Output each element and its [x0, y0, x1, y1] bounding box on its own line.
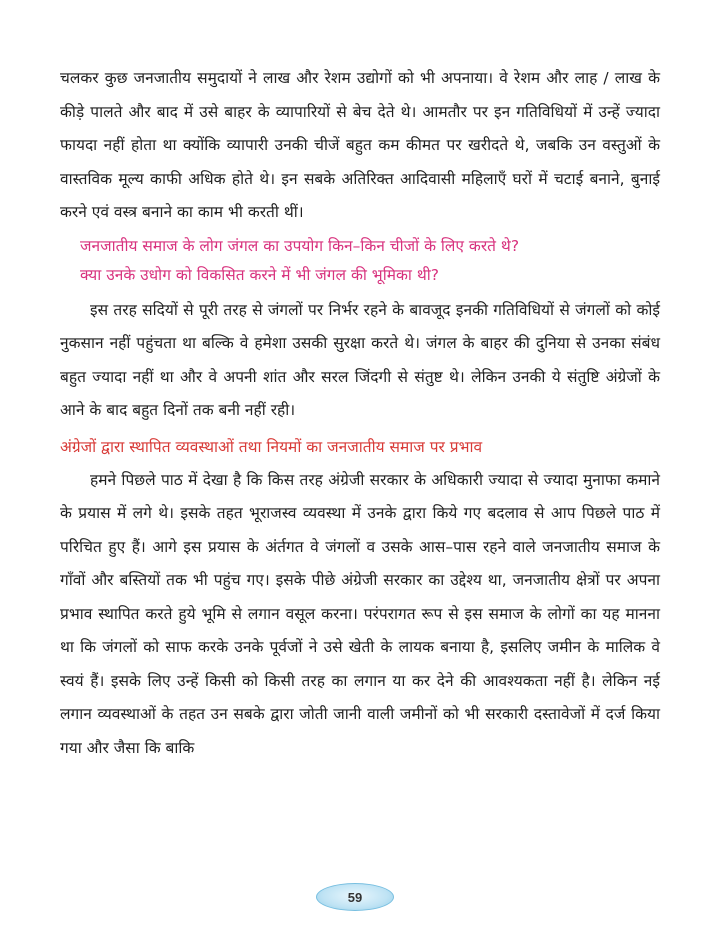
paragraph-1: चलकर कुछ जनजातीय समुदायों ने लाख और रेशम उद्योगों को भी अपनाया। वे रेशम और लाह / लाख के कीड़े पालते और बाद में उसे बाहर के व्यापारियों से बेच देते थे। आमतौर पर इन गतिविधियों में उन्हें ज्यादा फायदा नहीं होता था क्योंकि व्यापारी उनकी चीजें बहुत कम कीमत पर खरीदते थे, जबकि उन वस्तुओं के वास्तविक मूल्य काफी अधिक होते थे। इन सबके अतिरिक्त आदिवासी महिलाएँ घरों में चटाई बनाने, बुनाई करने एवं वस्त्र बनाने का काम भी करती थीं।	[60, 69, 660, 221]
page-number: 59	[316, 883, 394, 911]
paragraph-3: हमने पिछले पाठ में देखा है कि किस तरह अंग्रेजी सरकार के अधिकारी ज्यादा से ज्यादा मुनाफा कमाने के प्रयास में लगे थे। इसके तहत भूराजस्व व्यवस्था में उनके द्वारा किये गए बदलाव से आप पिछले पाठ में परिचित हुए हैं। आगे इस प्रयास के अंर्तगत वे जंगलों व उसके आस–पास रहने वाले जनजातीय समाज के गाँवों और बस्तियों तक भी पहुंच गए। इसके पीछे अंग्रेजी सरकार का उद्देश्य था, जनजातीय क्षेत्रों पर अपना प्रभाव स्थापित करते हुये भूमि से लगान वसूल करना। परंपरागत रूप से इस समाज के लोगों का यह मानना था कि जंगलों को साफ करके उनके पूर्वजों ने उसे खेती के लायक बनाया है, इसलिए जमीन के मालिक वे स्वयं हैं। इसके लिए उन्हें किसी को किसी तरह का लगान या कर देने की आवश्यकता नहीं है। लेकिन नई लगान व्यवस्थाओं के तहत उन सबके द्वारा जोती जानी वाली जमीनों को भी सरकारी दस्तावेजों में दर्ज किया गया और जैसा कि बाकि	[60, 470, 660, 757]
question-1: जनजातीय समाज के लोग जंगल का उपयोग किन–किन चीजों के लिए करते थे?	[80, 236, 520, 255]
page-number-badge	[314, 882, 396, 912]
question-box	[80, 232, 660, 290]
question-2: क्या उनके उधोग को विकसित करने में भी जंगल की भूमिका थी?	[80, 265, 439, 284]
paragraph-2: इस तरह सदियों से पूरी तरह से जंगलों पर निर्भर रहने के बावजूद इनकी गतिविधियों से जंगलों को कोई नुकसान नहीं पहुंचता था बल्कि वे हमेशा उसकी सुरक्षा करते थे। जंगल के बाहर की दुनिया से उनका संबंध बहुत ज्यादा नहीं था और वे अपनी शांत और सरल जिंदगी से संतुष्ट थे। लेकिन उनकी ये संतुष्टि अंग्रेजों के आने के बाद बहुत दिनों तक बनी नहीं रही।	[60, 300, 660, 419]
page-content	[60, 62, 660, 765]
section-heading: अंग्रेजों द्वारा स्थापित व्यवस्थाओं तथा नियमों का जनजातीय समाज पर प्रभाव	[60, 437, 483, 456]
